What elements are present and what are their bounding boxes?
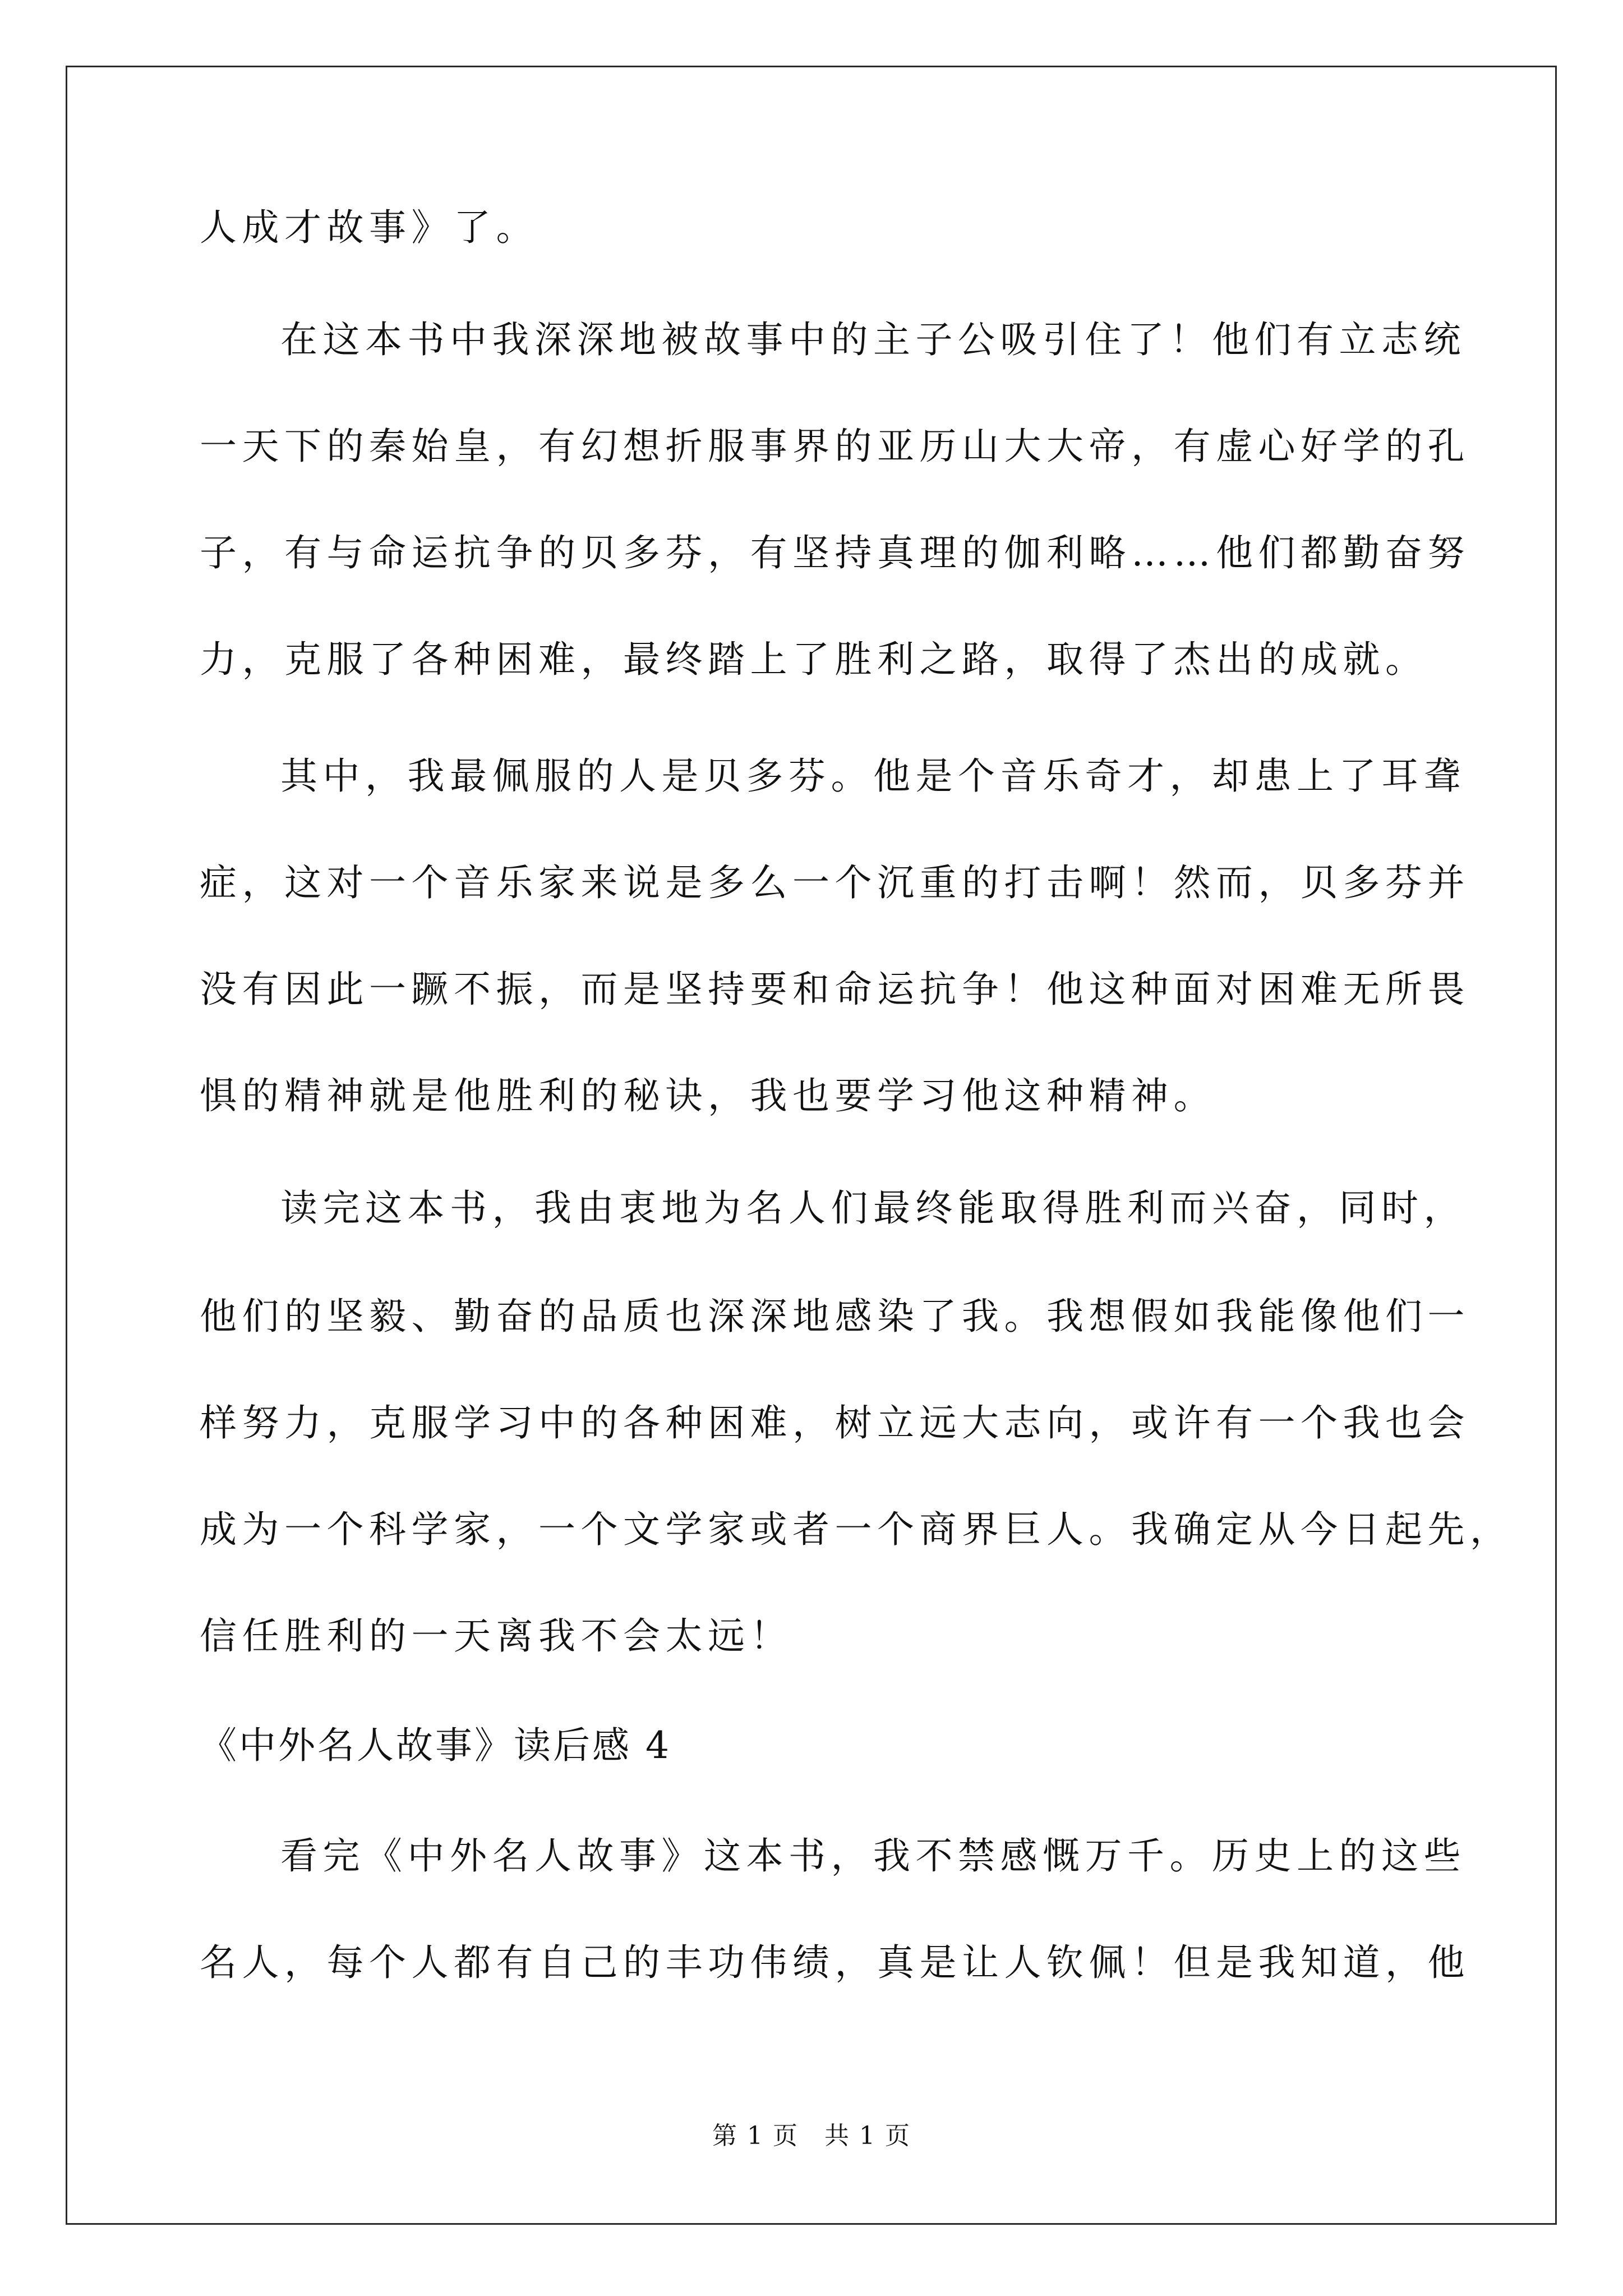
paragraph-line: 名人，每个人都有自己的丰功伟绩，真是让人钦佩！但是我知道，他 — [200, 1941, 1470, 1984]
paragraph-line: 在这本书中我深深地被故事中的主子公吸引住了！他们有立志统 — [280, 318, 1466, 361]
page-border — [66, 66, 1557, 2225]
paragraph-line: 读完这本书，我由衷地为名人们最终能取得胜利而兴奋，同时， — [280, 1186, 1466, 1230]
paragraph-line: 子，有与命运抗争的贝多芬，有坚持真理的伽利略……他们都勤奋努 — [200, 531, 1470, 574]
paragraph-line: 没有因此一蹶不振，而是坚持要和命运抗争！他这种面对困难无所畏 — [200, 968, 1470, 1011]
paragraph-line: 他们的坚毅、勤奋的品质也深深地感染了我。我想假如我能像他们一 — [200, 1295, 1470, 1338]
paragraph-line: 一天下的秦始皇，有幻想折服事界的亚历山大大帝，有虚心好学的孔 — [200, 425, 1470, 468]
paragraph-line: 信任胜利的一天离我不会太远！ — [200, 1614, 792, 1658]
paragraph-line: 力，克服了各种困难，最终踏上了胜利之路，取得了杰出的成就。 — [200, 638, 1428, 681]
section-heading: 《中外名人故事》读后感 4 — [200, 1724, 671, 1767]
paragraph-line: 症，这对一个音乐家来说是多么一个沉重的打击啊！然而，贝多芬并 — [200, 861, 1470, 904]
paragraph-line: 看完《中外名人故事》这本书，我不禁感慨万千。历史上的这些 — [280, 1834, 1466, 1878]
paragraph-line: 人成才故事》了。 — [200, 206, 538, 249]
page-footer: 第 1 页 共 1 页 — [712, 2122, 911, 2150]
paragraph-line: 成为一个科学家，一个文学家或者一个商界巨人。我确定从今日起先， — [200, 1508, 1513, 1551]
paragraph-line: 其中，我最佩服的人是贝多芬。他是个音乐奇才，却患上了耳聋 — [280, 754, 1466, 798]
paragraph-line: 样努力，克服学习中的各种困难，树立远大志向，或许有一个我也会 — [200, 1401, 1470, 1444]
paragraph-line: 惧的精神就是他胜利的秘诀，我也要学习他这种精神。 — [200, 1074, 1216, 1117]
